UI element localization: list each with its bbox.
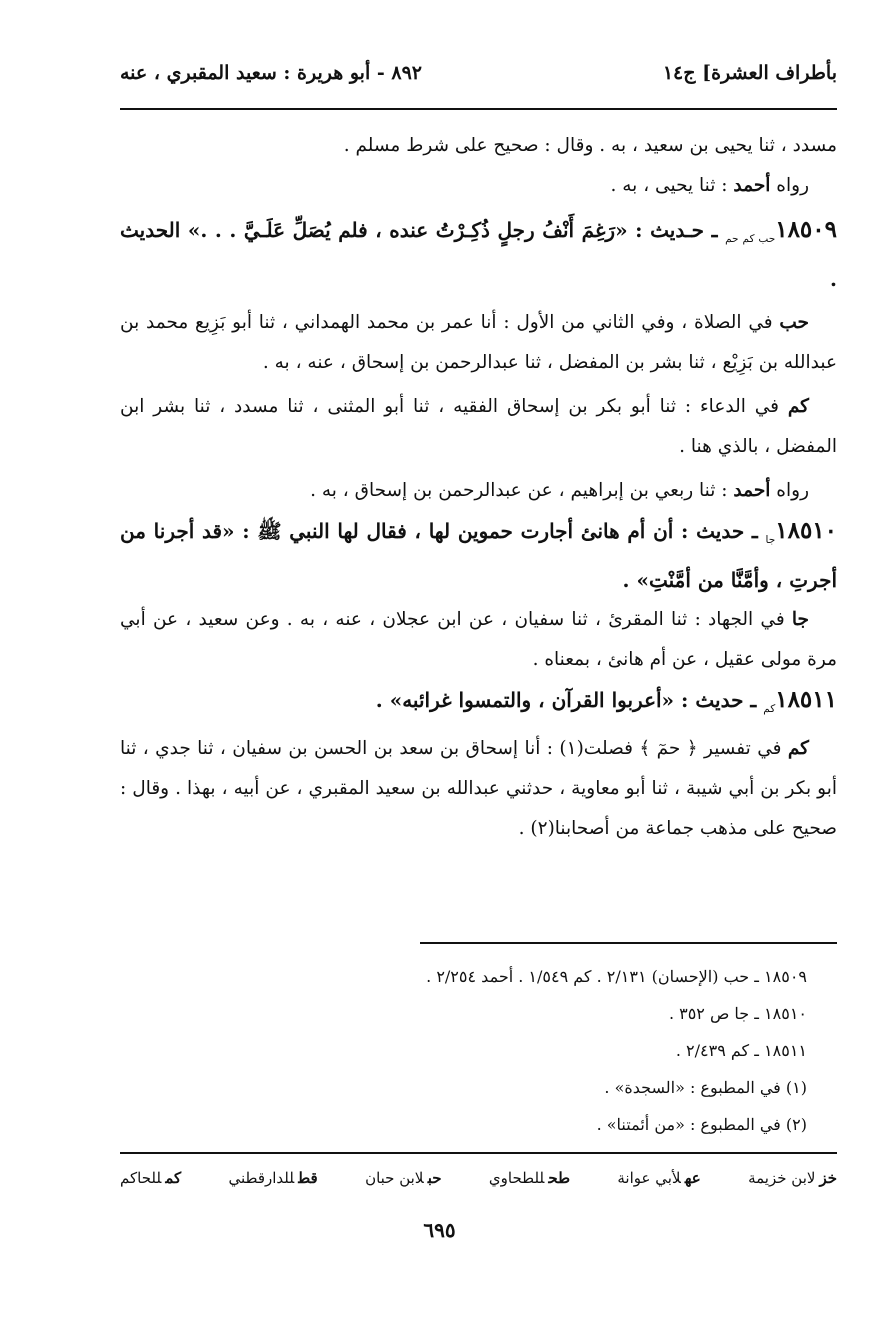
footnote: (١) في المطبوع : «السجدة» . [604, 1078, 807, 1097]
key-item: حبلابن حبان [365, 1169, 442, 1187]
footnote: ١٨٥١١ ـ كم ٢/٤٣٩ . [675, 1041, 807, 1060]
hadith-entry [120, 210, 837, 299]
hadith-text: ـ حـديث : «رَغِمَ أَنْفُ رجلٍ ذُكِـرْتُ عنده ، فلم يُصَلِّ عَلَـيَّ . . .» الحديث . [120, 218, 837, 291]
header-section-title: ٨٩٢ - أبو هريرة : سعيد المقبري ، عنه [120, 62, 422, 84]
key-item: خزلابن خزيمة [748, 1169, 837, 1187]
key-rule [120, 1152, 837, 1154]
footnote: ١٨٥١٠ ـ جا ص ٣٥٢ . [668, 1004, 807, 1023]
hadith-number: ١٨٥١٠ [775, 517, 838, 544]
hadith-number: ١٨٥٠٩ [775, 216, 837, 243]
key-item: كمللحاكم [120, 1169, 182, 1187]
paragraph: حب في الصلاة ، وفي الثاني من الأول : أنا عمر بن محمد الهمداني ، ثنا أبو بَزِيع محمد بن عبدالله بن بَزِيْع ، ثنا بشر بن المفضل ، ثنا عبدالرحمن بن إسحاق ، عنه ، به . [120, 312, 837, 373]
paragraph: كم في تفسير ﴿ حمٓ ﴾ فصلت(١) : أنا إسحاق بن سعد بن الحسن بن سفيان ، ثنا جدي ، ثنا أبو بكر بن أبي شيبة ، ثنا أبو معاوية ، حدثني عبدالله بن سعيد المقبري ، عن أبيه ، بهذا . وقال : صحيح على مذهب جماعة من أصحابنا(٢) . [120, 738, 837, 839]
source-code: كم [787, 738, 809, 759]
key-item: قطللدارقطني [228, 1169, 318, 1187]
hadith-entry [120, 680, 837, 729]
header-rule [120, 108, 837, 110]
source-code: جا [791, 609, 809, 630]
source-codes: جا [765, 534, 776, 546]
hadith-entry [120, 511, 837, 600]
footnote-rule [420, 942, 837, 944]
paragraph: جا في الجهاد : ثنا المقرئ ، ثنا سفيان ، عن ابن عجلان ، عنه ، به . وعن سعيد ، عن أبي مرة مولى عقيل ، عن أم هانئ ، بمعناه . [120, 609, 837, 670]
footnote: ١٨٥٠٩ ـ حب (الإحسان) ٢/١٣١ . كم ١/٥٤٩ . أحمد ٢/٢٥٤ . [426, 967, 807, 986]
header-book-title: بأطراف العشرة] ج١٤ [662, 62, 837, 84]
text-line: رواه أحمد : ثنا يحيى ، به . [610, 175, 809, 196]
hadith-text: ـ حديث : «أعربوا القرآن ، والتمسوا غرائبه» . [375, 688, 757, 712]
text-line: مسدد ، ثنا يحيى بن سعيد ، به . وقال : صحيح على شرط مسلم . [343, 135, 837, 156]
footnote: (٢) في المطبوع : «من أئمتنا» . [596, 1115, 807, 1134]
hadith-text: ـ حديث : أن أم هانئ أجارت حموين لها ، فقال لها النبي ﷺ : «قد أجرنا من أجرتِ ، وأمَّنَّا من أمَّنْتِ» . [120, 519, 837, 592]
main-text [120, 126, 837, 849]
paragraph: كم في الدعاء : ثنا أبو بكر بن إسحاق الفقيه ، ثنا أبو المثنى ، ثنا مسدد ، ثنا بشر ابن المفضل ، بالذي هنا . [120, 396, 837, 457]
source-code: حب [779, 312, 809, 333]
source-codes: حب كم حم [725, 233, 776, 245]
hadith-number: ١٨٥١١ [775, 686, 837, 713]
running-header [120, 56, 837, 90]
source-code: كم [787, 396, 809, 417]
source-codes: كم [763, 703, 776, 715]
key-item: عهلأبي عوانة [617, 1169, 701, 1187]
abbreviation-key [120, 1158, 837, 1198]
page-number: ٦٩٥ [423, 1218, 456, 1242]
footnotes [120, 958, 807, 1143]
key-item: طحللطحاوي [488, 1169, 571, 1187]
paragraph: رواه أحمد : ثنا ربعي بن إبراهيم ، عن عبدالرحمن بن إسحاق ، به . [310, 480, 809, 501]
source-name: أحمد [733, 175, 771, 196]
source-name: أحمد [733, 480, 771, 501]
